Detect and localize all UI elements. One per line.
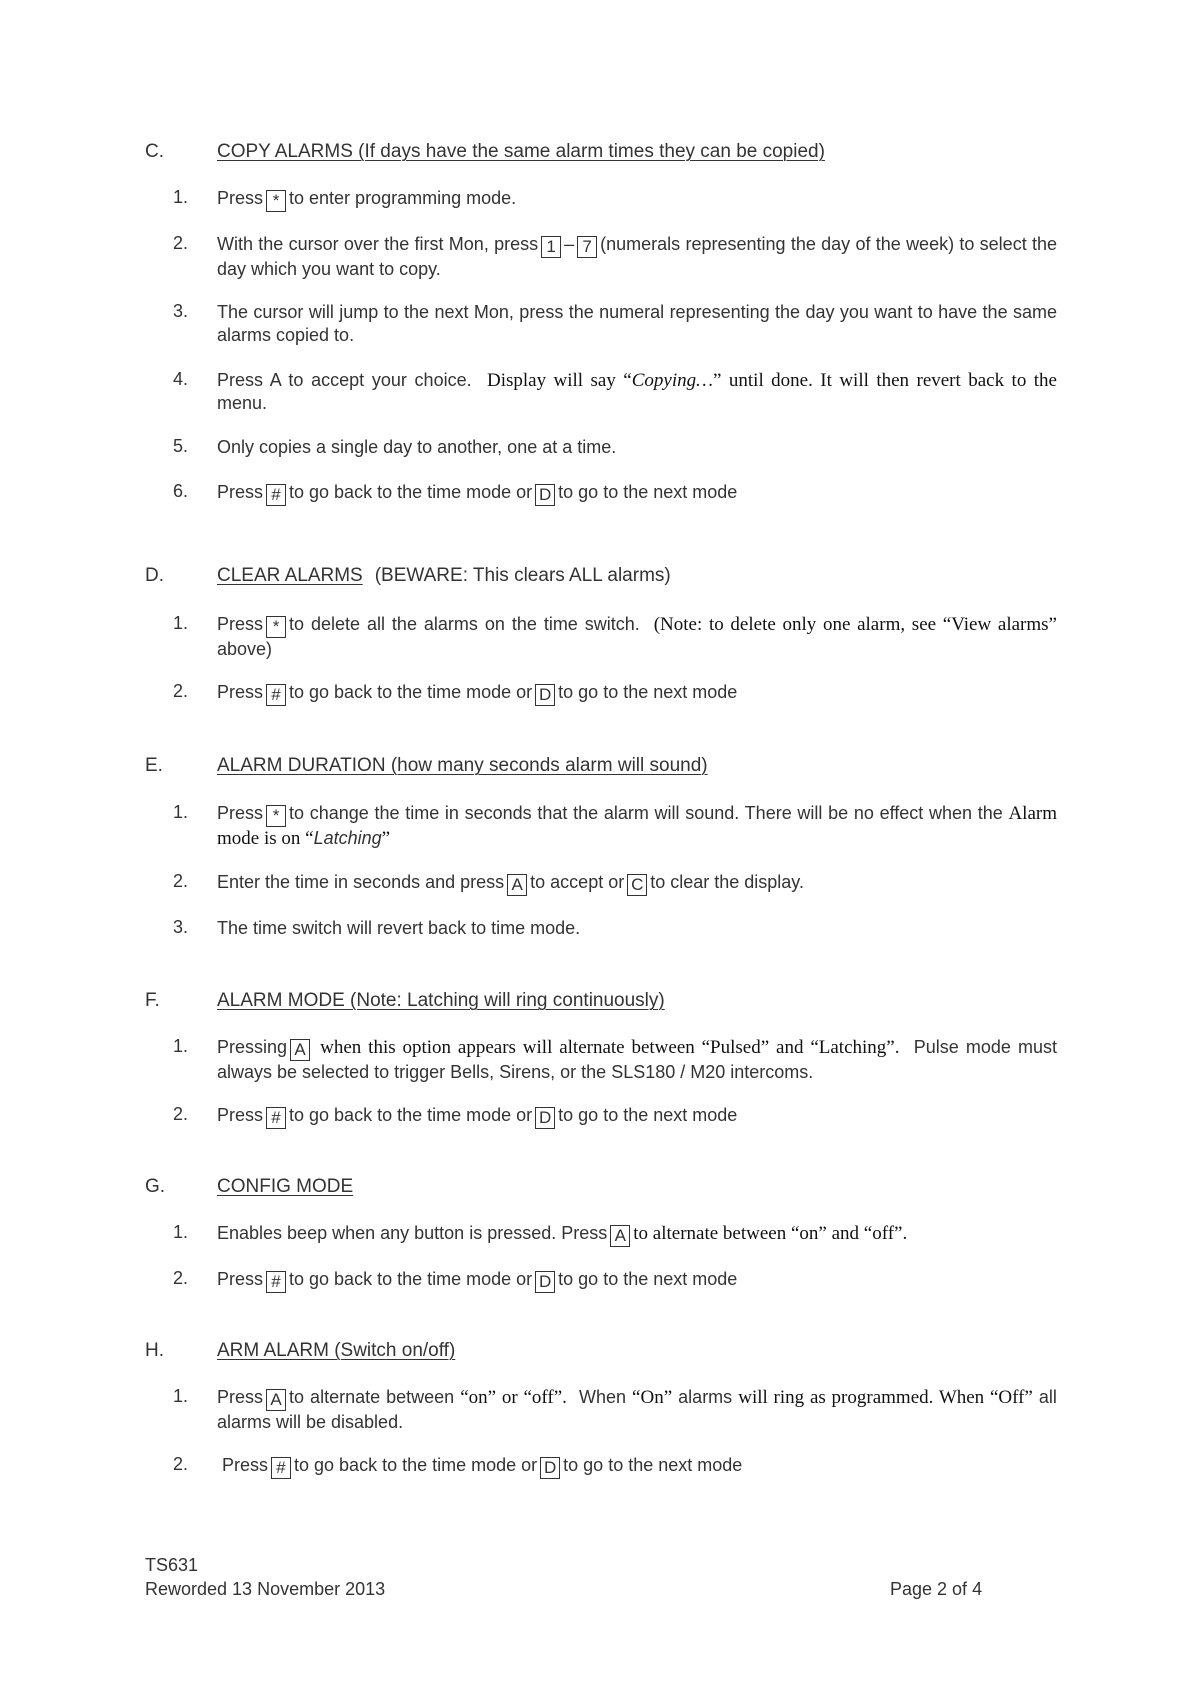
item-text-italic: Copying… <box>631 370 714 391</box>
item-number: 2. <box>173 233 189 253</box>
item-text: to go back to the time mode or <box>294 1455 538 1475</box>
item-text: Press <box>222 1455 269 1475</box>
item-text: (Note: to delete only one alarm, see “View alarms” <box>653 614 1057 635</box>
document-code: TS631 <box>145 1555 199 1575</box>
section-letter: E. <box>145 755 163 776</box>
item-number: 4. <box>173 369 189 389</box>
list-item <box>145 1386 1065 1434</box>
section-note: (BEWARE: This clears ALL alarms) <box>374 565 671 586</box>
item-text: Pulse mode must always be selected to trigger Bells, Sirens, or the SLS180 / M20 intercoms. <box>217 1037 1057 1082</box>
item-text: The cursor will jump to the next Mon, press the numeral representing the day you want to have the same alarms copied to. <box>217 302 1057 345</box>
section-clear-alarms <box>145 565 1065 704</box>
item-text: Pressing <box>217 1037 288 1057</box>
item-text: Press <box>217 614 264 634</box>
list-item <box>145 1036 1065 1084</box>
item-text: Press <box>217 803 264 823</box>
section-title: ALARM MODE (Note: Latching will ring continuously) <box>217 990 665 1011</box>
page-number: Page 2 of 4 <box>890 1579 983 1599</box>
item-text: Press A to accept your choice. <box>217 370 472 390</box>
key-star-icon: * <box>266 616 286 638</box>
item-text: Enables beep when any button is pressed. Press <box>217 1223 608 1243</box>
item-number: 3. <box>173 301 189 321</box>
section-title: CLEAR ALARMS <box>217 565 363 586</box>
item-text: ” <box>381 828 391 849</box>
list-item <box>145 681 1065 706</box>
item-number: 3. <box>173 917 189 937</box>
item-number: 1. <box>173 1222 189 1242</box>
item-text: “on” or “off”. <box>460 1387 567 1408</box>
list-item <box>145 233 1065 281</box>
item-number: 5. <box>173 436 189 456</box>
reworded-date: Reworded 13 November 2013 <box>145 1579 386 1599</box>
list-item <box>145 802 1065 850</box>
item-number: 1. <box>173 1036 189 1056</box>
list-item <box>145 917 1065 940</box>
item-number: 1. <box>173 1386 189 1406</box>
key-hash-icon: # <box>266 684 286 706</box>
key-hash-icon: # <box>271 1457 291 1479</box>
section-config-mode <box>145 1176 1065 1291</box>
key-a-icon: A <box>266 1389 286 1411</box>
key-star-icon: * <box>266 190 286 212</box>
section-title: ALARM DURATION (how many seconds alarm will sound) <box>217 755 708 776</box>
section-title: ARM ALARM (Switch on/off) <box>217 1340 456 1361</box>
item-text: “On” <box>632 1387 673 1408</box>
item-text: to go back to the time mode or <box>289 1105 533 1125</box>
dash: – <box>564 234 575 254</box>
item-text: to clear the display. <box>650 872 804 892</box>
section-letter: F. <box>145 990 160 1011</box>
key-1-icon: 1 <box>541 236 561 258</box>
item-number: 1. <box>173 802 189 822</box>
item-number: 1. <box>173 613 189 633</box>
item-number: 2. <box>173 681 189 701</box>
item-text: to change the time in seconds that the alarm will sound. There will be no effect when the <box>289 803 1003 823</box>
list-item <box>145 1104 1065 1129</box>
item-text: to go to the next mode <box>558 482 738 502</box>
item-text: to delete all the alarms on the time switch. <box>289 614 640 634</box>
item-text: Display will say “ <box>486 370 632 391</box>
section-title: COPY ALARMS (If days have the same alarm times they can be copied) <box>217 141 825 162</box>
key-d-icon: D <box>535 484 555 506</box>
list-item <box>145 1222 1065 1247</box>
key-7-icon: 7 <box>577 236 597 258</box>
item-text: With the cursor over the first Mon, press <box>217 234 539 254</box>
list-item <box>145 187 1065 212</box>
key-hash-icon: # <box>266 1271 286 1293</box>
item-text: to go to the next mode <box>558 682 738 702</box>
section-alarm-duration <box>145 755 1065 938</box>
item-text: to go back to the time mode or <box>289 682 533 702</box>
item-text: will ring as programmed. When “Off” <box>738 1387 1033 1408</box>
item-number: 2. <box>173 1104 189 1124</box>
section-letter: H. <box>145 1340 164 1361</box>
section-letter: D. <box>145 565 164 586</box>
item-text: alarms <box>678 1387 733 1407</box>
item-text: to go back to the time mode or <box>289 1269 533 1289</box>
section-title: CONFIG MODE <box>217 1176 354 1197</box>
item-text: Enter the time in seconds and press <box>217 872 505 892</box>
item-text: Press <box>217 482 264 502</box>
item-text: Press <box>217 1269 264 1289</box>
key-hash-icon: # <box>266 484 286 506</box>
item-text: The time switch will revert back to time mode. <box>217 918 581 938</box>
section-letter: G. <box>145 1176 166 1197</box>
item-text: Alarm mode is on “ <box>217 803 1057 849</box>
item-text: all alarms will be disabled. <box>217 1387 1057 1432</box>
item-text: to alternate between <box>289 1387 455 1407</box>
item-text: when this option appears will alternate between “Pulsed” and “Latching”. <box>320 1037 900 1058</box>
item-text: to accept or <box>530 872 625 892</box>
item-text: Press <box>217 1105 264 1125</box>
key-hash-icon: # <box>266 1107 286 1129</box>
section-letter: C. <box>145 141 164 162</box>
section-copy-alarms <box>145 141 1065 504</box>
key-d-icon: D <box>535 684 555 706</box>
item-text: (numerals representing the day of the week) to select the day which you want to copy. <box>217 234 1058 279</box>
list-item <box>145 613 1065 661</box>
item-text: ” until done. It will then revert back to the <box>713 370 1057 391</box>
list-item <box>145 436 1065 459</box>
list-item <box>145 481 1065 506</box>
list-item <box>145 369 1065 415</box>
key-d-icon: D <box>535 1271 555 1293</box>
item-text: above) <box>217 639 273 659</box>
footer-left <box>145 1553 385 1601</box>
item-text: Press <box>217 188 264 208</box>
item-text: Press <box>217 682 264 702</box>
list-item <box>145 1454 1065 1479</box>
item-text: to go back to the time mode or <box>289 482 533 502</box>
section-arm-alarm <box>145 1340 1065 1477</box>
key-d-icon: D <box>540 1457 560 1479</box>
item-text: to go to the next mode <box>558 1105 738 1125</box>
item-number: 2. <box>173 1454 189 1474</box>
list-item <box>145 871 1065 896</box>
list-item <box>145 301 1065 347</box>
item-text: to go to the next mode <box>558 1269 738 1289</box>
item-text: to go to the next mode <box>563 1455 743 1475</box>
item-number: 6. <box>173 481 189 501</box>
item-text: to enter programming mode. <box>289 188 517 208</box>
item-number: 1. <box>173 187 189 207</box>
key-d-icon: D <box>535 1107 555 1129</box>
key-a-icon: A <box>507 874 527 896</box>
key-a-icon: A <box>290 1039 310 1061</box>
item-number: 2. <box>173 1268 189 1288</box>
item-text: Press <box>217 1387 264 1407</box>
item-text: to alternate between “on” and “off”. <box>633 1223 908 1244</box>
item-text: Only copies a single day to another, one at a time. <box>217 437 617 457</box>
item-text: When <box>578 1387 627 1407</box>
section-alarm-mode <box>145 990 1065 1127</box>
key-star-icon: * <box>266 805 286 827</box>
key-c-icon: C <box>627 874 647 896</box>
key-a-icon: A <box>610 1225 630 1247</box>
item-text-italic: Latching <box>313 828 382 848</box>
list-item <box>145 1268 1065 1293</box>
item-text: menu. <box>217 393 268 413</box>
item-number: 2. <box>173 871 189 891</box>
